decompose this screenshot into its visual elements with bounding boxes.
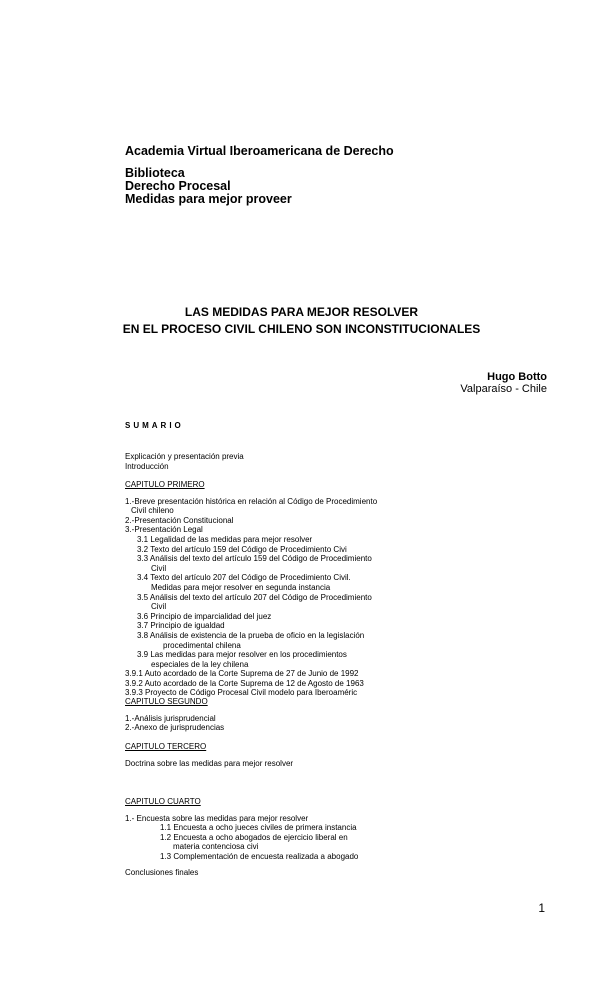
area-label: Derecho Procesal <box>125 179 231 193</box>
toc-entry: Doctrina sobre las medidas para mejor resolver <box>125 758 294 768</box>
chapter-4-block <box>125 797 358 862</box>
intro-block <box>125 452 244 471</box>
chapter-2-heading: CAPITULO SEGUNDO <box>125 697 208 706</box>
toc-entry: 2.-Anexo de jurisprudencias <box>125 723 225 733</box>
chapter-2-block <box>125 697 224 733</box>
topic-label: Medidas para mejor proveer <box>125 192 292 206</box>
page-number: 1 <box>538 901 545 915</box>
toc-entry: 1.3 Complementación de encuesta realizada a abogado <box>160 851 359 861</box>
toc-entry: 3.3 Análisis del texto del artículo 159 del Código de Procedimiento <box>137 554 372 564</box>
toc-entry: 1.2 Encuesta a ocho abogados de ejercicio liberal en <box>160 832 348 842</box>
chapter-3-block <box>125 742 293 768</box>
toc-entry: especiales de la ley chilena <box>151 659 249 669</box>
sumario-heading: SUMARIO <box>125 421 184 430</box>
author-place: Valparaíso - Chile <box>460 383 547 395</box>
academy-title: Academia Virtual Iberoamericana de Derecho <box>125 144 394 158</box>
toc-entry: 3.7 Principio de igualdad <box>137 621 225 631</box>
toc-entry: 3.6 Principio de imparcialidad del juez <box>137 611 272 621</box>
biblioteca-label: Biblioteca <box>125 166 185 180</box>
toc-entry: 3.2 Texto del artículo 159 del Código de Procedimiento Civi <box>137 544 347 554</box>
chapter-4-heading: CAPITULO CUARTO <box>125 797 201 806</box>
author-name: Hugo Botto <box>487 371 547 383</box>
chapter-1-heading: CAPITULO PRIMERO <box>125 480 205 489</box>
chapter-1-block <box>125 480 377 698</box>
toc-entry: Explicación y presentación previa <box>125 452 244 461</box>
toc-entry: Civil <box>151 563 167 573</box>
toc-entry: 3.5 Análisis del texto del artículo 207 del Código de Procedimiento <box>137 592 372 602</box>
chapter-3-heading: CAPITULO TERCERO <box>125 742 207 751</box>
toc-entry: 3.1 Legalidad de las medidas para mejor resolver <box>137 534 313 544</box>
toc-entry: 1.1 Encuesta a ocho jueces civiles de primera instancia <box>160 823 357 833</box>
toc-entry: 3.9.2 Auto acordado de la Corte Suprema de 12 de Agosto de 1963 <box>125 678 364 688</box>
toc-entry: 1.-Análisis jurisprudencial <box>125 713 216 723</box>
conclusions-block <box>125 868 198 878</box>
toc-entry: 3.9.1 Auto acordado de la Corte Suprema de 27 de Junio de 1992 <box>125 669 359 679</box>
toc-entry: Civil <box>151 602 167 612</box>
toc-entry: Introducción <box>125 461 169 471</box>
toc-entry: 3.-Presentación Legal <box>125 525 203 535</box>
toc-entry: 3.9.3 Proyecto de Código Procesal Civil modelo para Iberoaméric <box>125 688 358 698</box>
document-title-line2: EN EL PROCESO CIVIL CHILENO SON INCONSTITUCIONALES <box>122 322 481 336</box>
toc-entry: 3.8 Análisis de existencia de la prueba de oficio en la legislación <box>137 630 365 640</box>
document-title-line1: LAS MEDIDAS PARA MEJOR RESOLVER <box>184 305 419 319</box>
toc-entry: 1.-Breve presentación histórica en relación al Código de Procedimiento <box>125 496 378 506</box>
toc-entry: 3.4 Texto del artículo 207 del Código de Procedimiento Civil. <box>137 573 351 583</box>
toc-entry: materia contenciosa civi <box>173 842 259 852</box>
toc-entry: procedimental chilena <box>163 640 241 650</box>
toc-entry: 2.-Presentación Constitucional <box>125 515 234 525</box>
toc-entry: Conclusiones finales <box>125 868 199 877</box>
toc-entry: Medidas para mejor resolver en segunda instancia <box>151 582 331 592</box>
toc-entry: Civil chileno <box>131 506 174 516</box>
toc-entry: 3.9 Las medidas para mejor resolver en los procedimientos <box>137 650 347 660</box>
toc-entry: 1.- Encuesta sobre las medidas para mejor resolver <box>125 813 309 823</box>
